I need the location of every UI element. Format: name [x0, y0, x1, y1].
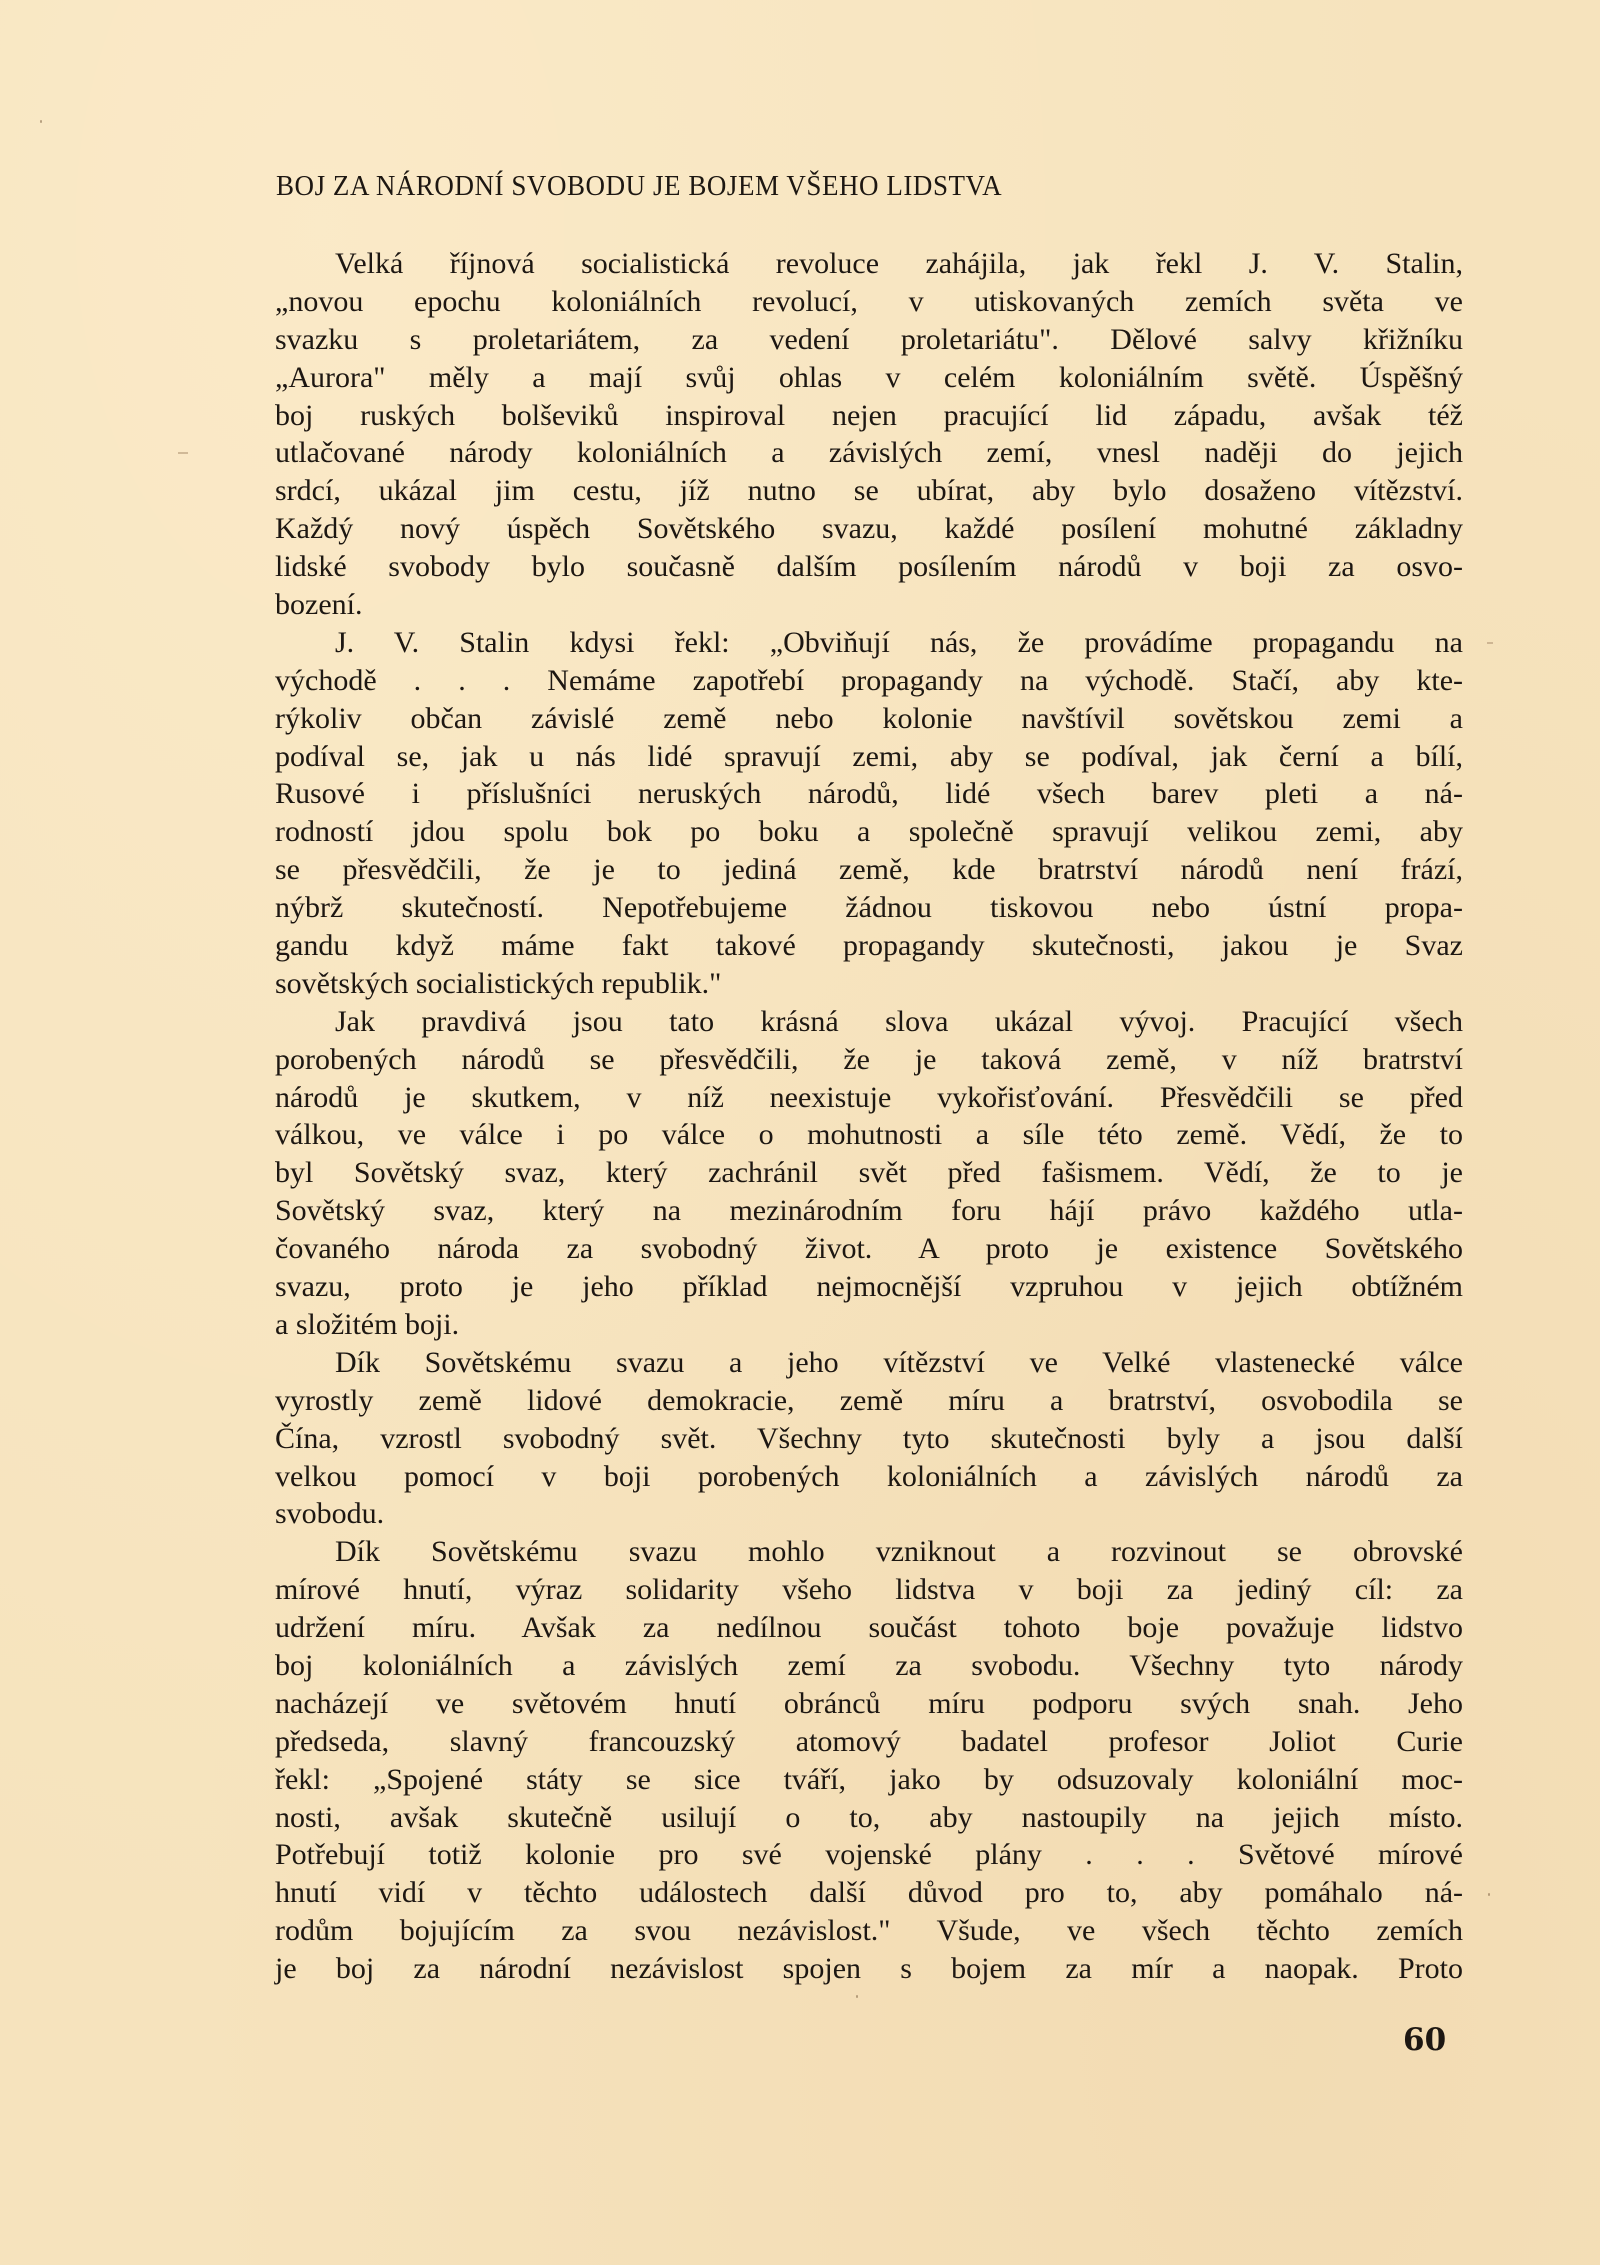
- text-line: porobených národů se přesvědčili, že je taková země, v níž bratrství: [275, 1042, 1463, 1076]
- paper-speck: [1488, 1893, 1490, 1896]
- text-line: rýkoliv občan závislé země nebo kolonie navštívil sovětskou zemi a: [275, 701, 1463, 735]
- text-line: Potřebují totiž kolonie pro své vojenské plány . . . Světové mírové: [275, 1838, 1463, 1872]
- text-line: vyrostly země lidové demokracie, země míru a bratrství, osvobodila se: [275, 1383, 1463, 1417]
- text-line: byl Sovětský svaz, který zachránil svět před fašismem. Vědí, že to je: [275, 1156, 1463, 1190]
- text-line: nosti, avšak skutečně usilují o to, aby nastoupily na jejich místo.: [275, 1800, 1463, 1834]
- text-line: „novou epochu koloniálních revolucí, v utiskovaných zemích světa ve: [275, 284, 1463, 318]
- margin-mark: [1487, 642, 1493, 644]
- text-line: boj koloniálních a závislých zemí za svobodu. Všechny tyto národy: [275, 1648, 1463, 1682]
- text-line: svazku s proletariátem, za vedení proletariátu". Dělové salvy křižníku: [275, 322, 1463, 356]
- paragraph-4: [275, 1344, 1463, 1533]
- text-line: mírové hnutí, výraz solidarity všeho lidstva v boji za jediný cíl: za: [275, 1573, 1463, 1607]
- text-line: svazu, proto je jeho příklad nejmocnější vzpruhou v jejich obtížném: [275, 1270, 1463, 1304]
- text-line: udržení míru. Avšak za nedílnou součást tohoto boje považuje lidstvo: [275, 1611, 1463, 1645]
- text-line: východě . . . Nemáme zapotřebí propagandy na východě. Stačí, aby kte-: [275, 663, 1463, 697]
- text-line: Dík Sovětskému svazu a jeho vítězství ve Velké vlastenecké válce: [335, 1345, 1463, 1379]
- text-line: svobodu.: [275, 1497, 385, 1531]
- text-line: gandu když máme fakt takové propagandy skutečnosti, jakou je Svaz: [275, 929, 1463, 963]
- text-line: srdcí, ukázal jim cestu, jíž nutno se ubírat, aby bylo dosaženo vítězství.: [275, 474, 1463, 508]
- text-line: nacházejí ve světovém hnutí obránců míru podporu svých snah. Jeho: [275, 1686, 1463, 1720]
- text-line: rodností jdou spolu bok po boku a společně spravují velikou zemi, aby: [275, 815, 1463, 849]
- text-line: Každý nový úspěch Sovětského svazu, každé posílení mohutné základny: [275, 512, 1463, 546]
- text-line: „Aurora" měly a mají svůj ohlas v celém koloniálním světě. Úspěšný: [275, 360, 1463, 394]
- text-line: Dík Sovětskému svazu mohlo vzniknout a rozvinout se obrovské: [335, 1535, 1463, 1569]
- text-line: národů je skutkem, v níž neexistuje vykořisťování. Přesvědčili se před: [275, 1080, 1463, 1114]
- text-line: válkou, ve válce i po válce o mohutnosti a síle této země. Vědí, že to: [275, 1118, 1463, 1152]
- text-line: Jak pravdivá jsou tato krásná slova ukázal vývoj. Pracující všech: [335, 1004, 1463, 1038]
- text-line: je boj za národní nezávislost spojen s bojem za mír a naopak. Proto: [275, 1952, 1463, 1986]
- text-line: předseda, slavný francouzský atomový badatel profesor Joliot Curie: [275, 1724, 1463, 1758]
- text-line: boj ruských bolševiků inspiroval nejen pracující lid západu, avšak též: [275, 398, 1463, 432]
- margin-mark: [178, 452, 188, 454]
- paragraph-2: [275, 624, 1463, 1003]
- text-line: se přesvědčili, že je to jediná země, kde bratrství národů není frází,: [275, 853, 1463, 887]
- text-line: sovětských socialistických republik.": [275, 966, 722, 1000]
- text-line: hnutí vidí v těchto událostech další důvod pro to, aby pomáhalo ná-: [275, 1876, 1463, 1910]
- paragraph-5: [275, 1533, 1463, 1988]
- text-line: Velká říjnová socialistická revoluce zahájila, jak řekl J. V. Stalin,: [335, 247, 1463, 280]
- paragraph-1: [275, 245, 1463, 624]
- page-number: 60: [1403, 2022, 1447, 2058]
- paper-speck: [856, 1995, 858, 1998]
- text-line: Čína, vzrostl svobodný svět. Všechny tyto skutečnosti byly a jsou další: [275, 1421, 1463, 1455]
- text-line: Sovětský svaz, který na mezinárodním foru hájí právo každého utla-: [275, 1194, 1463, 1228]
- text-line: utlačované národy koloniálních a závislých zemí, vnesl naději do jejich: [275, 436, 1463, 470]
- chapter-title: BOJ ZA NÁRODNÍ SVOBODU JE BOJEM VŠEHO LIDSTVA: [276, 170, 1003, 202]
- text-line: velkou pomocí v boji porobených koloniálních a závislých národů za: [275, 1459, 1463, 1493]
- text-line: podíval se, jak u nás lidé spravují zemi, aby se podíval, jak černí a bílí,: [275, 739, 1463, 773]
- text-line: bození.: [275, 588, 363, 622]
- text-line: řekl: „Spojené státy se sice tváří, jako by odsuzovaly koloniální moc-: [275, 1762, 1463, 1796]
- text-line: Rusové i příslušníci neruských národů, lidé všech barev pleti a ná-: [275, 777, 1463, 811]
- text-line: lidské svobody bylo současně dalším posílením národů v boji za osvo-: [275, 550, 1463, 584]
- text-line: nýbrž skutečností. Nepotřebujeme žádnou tiskovou nebo ústní propa-: [275, 891, 1463, 925]
- text-line: a složitém boji.: [275, 1307, 460, 1341]
- paper-speck: [40, 120, 42, 123]
- text-line: J. V. Stalin kdysi řekl: „Obviňují nás, že provádíme propagandu na: [335, 625, 1463, 659]
- body-text: [275, 245, 1463, 1988]
- text-line: čovaného národa za svobodný život. A proto je existence Sovětského: [275, 1232, 1463, 1266]
- text-line: rodům bojujícím za svou nezávislost." Všude, ve všech těchto zemích: [275, 1914, 1463, 1948]
- paragraph-3: [275, 1003, 1463, 1344]
